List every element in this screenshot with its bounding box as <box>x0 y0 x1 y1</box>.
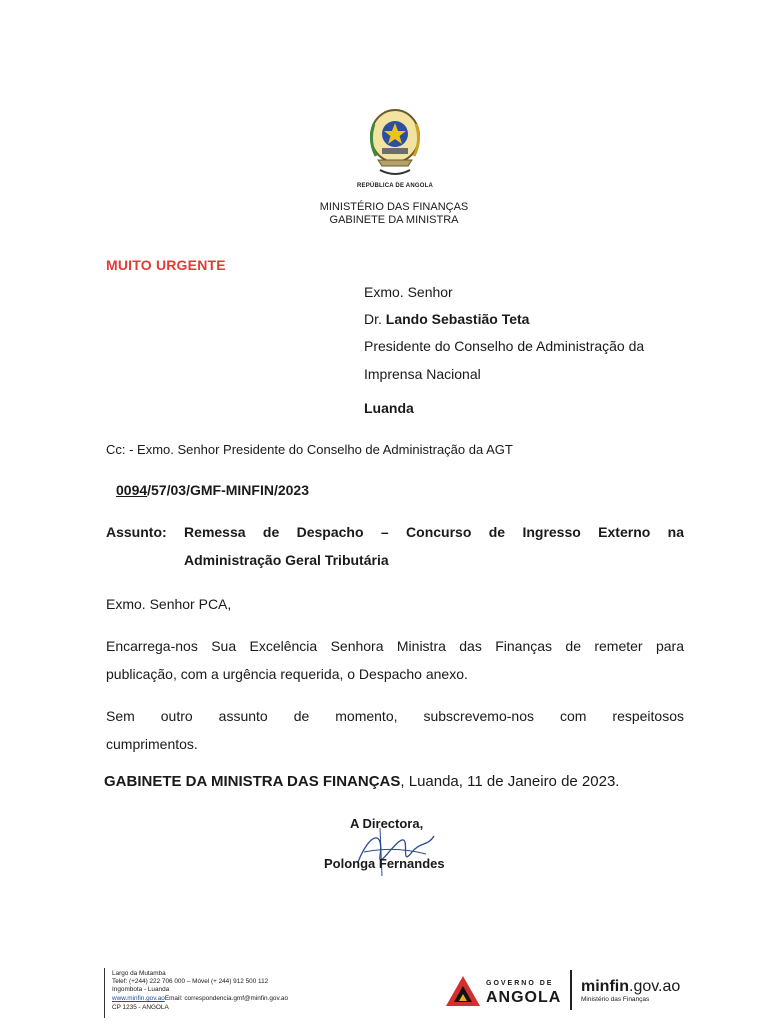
addressee-name: Lando Sebastião Teta <box>385 311 530 327</box>
addressee-role: Presidente do Conselho de Administração da <box>364 338 645 354</box>
footer-postal: CP 1235 - ANGOLA <box>112 1004 169 1011</box>
signatory-role: A Directora, <box>350 816 424 831</box>
closing-office: GABINETE DA MINISTRA DAS FINANÇAS <box>104 773 401 790</box>
subject-line-1-text: Remessa de Despacho – Concurso de Ingresso Externo na <box>184 524 684 540</box>
closing-line <box>104 773 619 790</box>
addressee-title-prefix: Dr. <box>364 311 382 327</box>
paragraph-2-line-2: cumprimentos. <box>106 736 198 752</box>
handwritten-signature <box>350 822 440 882</box>
signatory-name: Polonga Fernandes <box>324 856 445 871</box>
paragraph-1-line-2: publicação, com a urgência requerida, o Despacho anexo. <box>106 666 468 682</box>
subject-block <box>106 524 684 568</box>
footer-address-2: Ingombota - Luanda <box>112 986 170 993</box>
cabinet-title: GABINETE DA MINISTRA <box>329 214 459 226</box>
cc-line: Cc: - Exmo. Senhor Presidente do Conselho de Administração da AGT <box>106 442 513 457</box>
reference-number-value: 0094 <box>116 482 148 498</box>
footer-email: Email: correspondencia.gmf@minfin.gov.ao <box>164 995 289 1002</box>
reference-number <box>106 482 309 498</box>
footer-website-link[interactable]: www.minfin.gov.ao <box>112 995 165 1002</box>
subject-label: Assunto: <box>106 524 167 540</box>
minfin-brand <box>581 978 680 996</box>
coat-of-arms-logo <box>360 104 430 182</box>
paragraph-2-line-1: Sem outro assunto de momento, subscrevemo-nos com respeitosos <box>106 708 684 724</box>
addressee-city: Luanda <box>364 400 414 416</box>
minfin-subtitle: Ministério das Finanças <box>581 996 650 1003</box>
addressee-name-line <box>364 311 529 327</box>
government-label-angola: ANGOLA <box>486 989 562 1006</box>
reference-number-suffix: /57/03/GMF-MINFIN/2023 <box>147 482 309 498</box>
addressee-salutation: Exmo. Senhor <box>364 284 453 300</box>
addressee-org: Imprensa Nacional <box>364 366 481 382</box>
footer-divider <box>104 968 105 1018</box>
republic-label: REPÚBLICA DE ANGOLA <box>356 183 434 189</box>
greeting: Exmo. Senhor PCA, <box>106 596 232 612</box>
government-label-small: GOVERNO DE <box>486 980 554 987</box>
ministry-title: MINISTÉRIO DAS FINANÇAS <box>319 201 469 213</box>
footer-address-1: Largo da Mutamba <box>112 970 166 977</box>
paragraph-1-line-1: Encarrega-nos Sua Excelência Senhora Ministra das Finanças de remeter para <box>106 638 684 654</box>
minfin-brand-bold: minfin <box>581 978 629 995</box>
urgency-label: MUITO URGENTE <box>106 257 226 273</box>
subject-line-1 <box>106 524 684 540</box>
closing-place-date: , Luanda, 11 de Janeiro de 2023. <box>400 773 620 790</box>
subject-line-2: Administração Geral Tributária <box>184 552 389 568</box>
angola-government-logo-icon <box>444 974 482 1008</box>
footer-web-email <box>112 995 288 1004</box>
branding-separator <box>570 970 572 1010</box>
minfin-brand-domain: .gov.ao <box>629 978 681 995</box>
footer-phone: Telef: (+244) 222 706 000 – Móvel (+ 244) 912 500 112 <box>112 978 269 985</box>
